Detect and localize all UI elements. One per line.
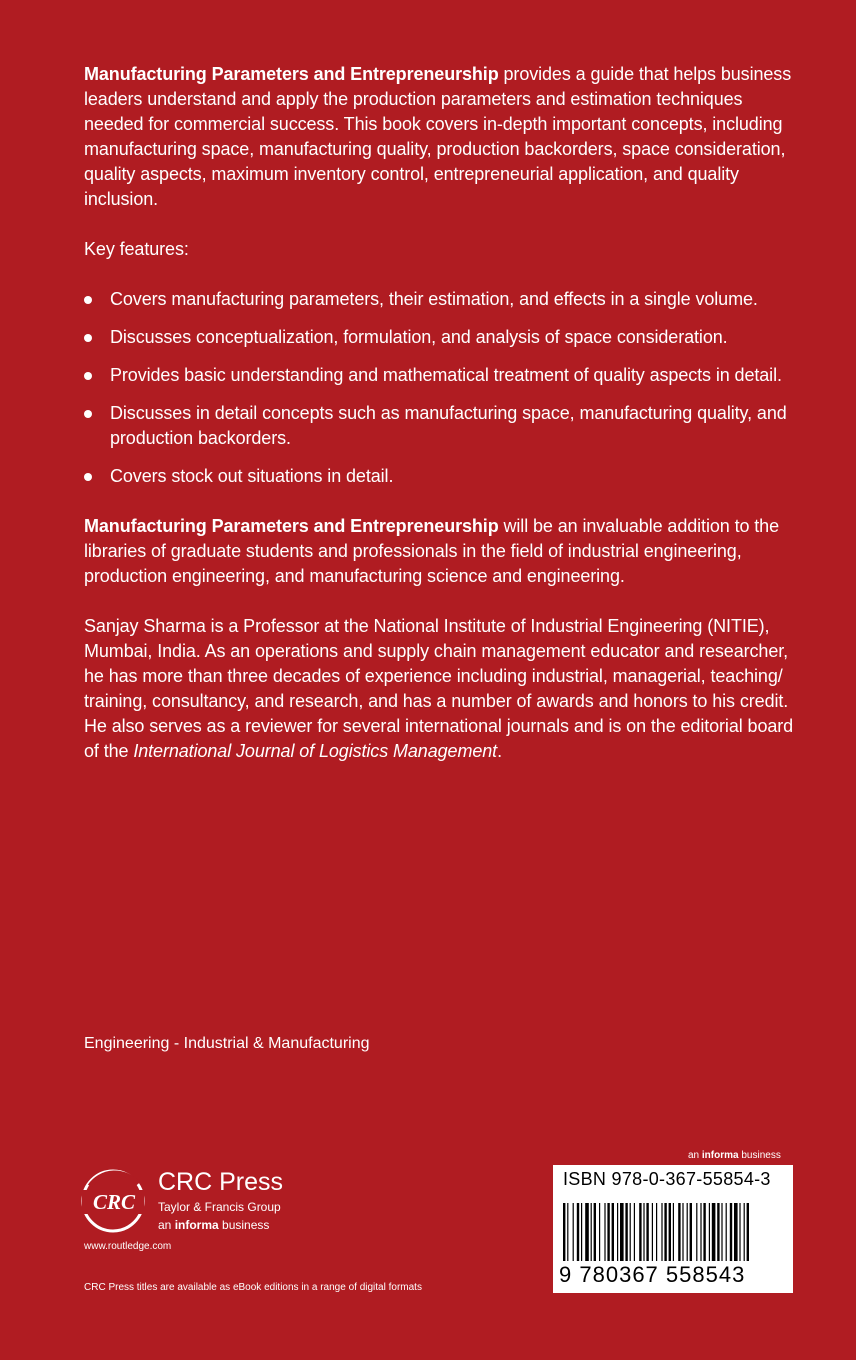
list-item: Discusses in detail concepts such as manufacturing space, manufacturing quality, and production backorders. (84, 401, 804, 451)
publisher-url[interactable]: www.routledge.com (84, 1241, 172, 1252)
author-bio: Sanjay Sharma is a Professor at the National Institute of Industrial Engineering (NITIE), Mumbai, India. As an operations and supply chain management educator and researcher, he has more than three decades of experience including industrial, managerial, teaching/ training, consultancy, and research, and has a number of awards and honors to his credit. He also serves as a reviewer for several international journals and is on the editorial board of the International Journal of Logistics Management. (84, 616, 794, 761)
bullet-icon (84, 372, 92, 380)
intro-paragraph (84, 62, 804, 212)
intro-text: provides a guide that helps business leaders understand and apply the production parameters and estimation techniques needed for commercial success. This book covers in-depth important concepts, including manufacturing space, manufacturing quality, production backorders, space consideration, quality aspects, maximum inventory control, entrepreneurial application, and quality inclusion. (84, 64, 792, 209)
ebook-note: CRC Press titles are available as eBook editions in a range of digital formats (84, 1282, 422, 1293)
publisher-group: Taylor & Francis Group (158, 1200, 281, 1214)
subject-category: Engineering - Industrial & Manufacturing (84, 1035, 370, 1052)
list-item: Covers manufacturing parameters, their estimation, and effects in a single volume. (84, 287, 804, 312)
book-title-bold: Manufacturing Parameters and Entrepreneurship (84, 516, 499, 536)
bullet-icon (84, 296, 92, 304)
bullet-icon (84, 334, 92, 342)
isbn-label: ISBN 978-0-367-55854-3 (563, 1169, 771, 1189)
barcode-icon (561, 1203, 785, 1263)
key-features-heading: Key features: (84, 239, 189, 259)
bullet-icon (84, 410, 92, 418)
list-item: Discusses conceptualization, formulation, and analysis of space consideration. (84, 325, 804, 350)
barcode-digits: 9 780367 558543 (559, 1262, 746, 1287)
svg-text:CRC: CRC (92, 1190, 136, 1214)
list-item: Covers stock out situations in detail. (84, 464, 804, 489)
crc-logo-icon (80, 1168, 150, 1234)
bullet-icon (84, 473, 92, 481)
list-item: Provides basic understanding and mathematical treatment of quality aspects in detail. (84, 363, 804, 388)
book-title-bold: Manufacturing Parameters and Entrepreneurship (84, 64, 499, 84)
isbn-barcode-box (553, 1165, 793, 1293)
back-cover-text (84, 62, 804, 764)
features-list (84, 287, 804, 489)
journal-name: International Journal of Logistics Management (133, 741, 498, 761)
informa-tagline: an informa business (688, 1150, 781, 1161)
publisher-name: CRC Press (158, 1168, 284, 1196)
publisher-informa: an informa business (158, 1218, 270, 1232)
value-paragraph: Manufacturing Parameters and Entrepreneurship will be an invaluable addition to the libraries of graduate students and professionals in the field of industrial engineering, production engineering, and manufacturing science and engineering. (84, 516, 780, 586)
